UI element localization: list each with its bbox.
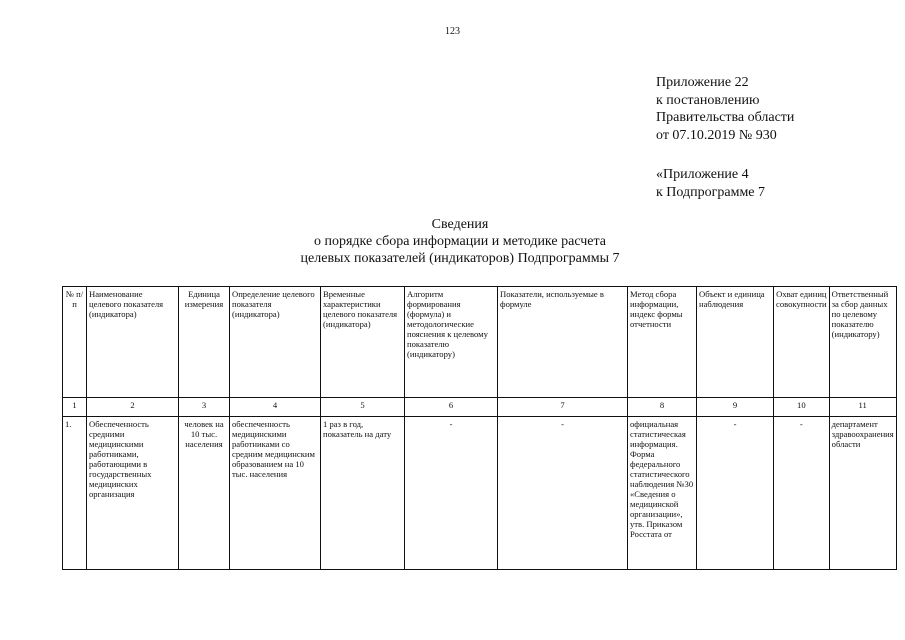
document-title [230,216,690,267]
header-cell: Ответственный за сбор данных по целевому показателю (индикатору) [829,287,896,398]
annex-reference-line: к Подпрограмме 7 [656,184,766,200]
table-header-row [63,287,897,398]
header-cell: Охват единиц совокупности [774,287,830,398]
header-cell: Объект и единица наблюдения [697,287,774,398]
title-line: целевых показателей (индикаторов) Подпрограммы 7 [300,251,620,266]
annex-line: к постановлению [656,92,760,108]
table-cell: человек на 10 тыс. населения [179,417,230,570]
annex-line: Приложение 22 [656,75,749,90]
annex-line: от 07.10.2019 № 930 [656,127,777,143]
indicators-table [62,286,897,570]
column-number: 2 [87,398,179,417]
annex-block [656,74,794,144]
column-number: 6 [405,398,498,417]
annex-reference-block [656,166,765,201]
table-cell: 1. [63,417,87,570]
annex-line: Правительства области [656,110,795,125]
header-cell: Наименование целевого показателя (индикатора) [87,287,179,398]
table-cell: - [405,417,498,570]
column-number-row [63,398,897,417]
title-line: Сведения [431,217,489,232]
page-number: 123 [445,26,460,37]
header-cell: Временные характеристики целевого показателя (индикатора) [321,287,405,398]
column-number: 10 [774,398,830,417]
table-cell: - [774,417,830,570]
table-row [63,417,897,570]
header-cell: № п/п [63,287,87,398]
column-number: 5 [321,398,405,417]
column-number: 9 [697,398,774,417]
table-cell: - [697,417,774,570]
table-cell: 1 раз в год, показатель на дату [321,417,405,570]
table-cell: обеспеченность медицинскими работниками со средним медицинским образованием на 10 тыс. населения [230,417,321,570]
annex-reference-line: «Приложение 4 [656,167,749,182]
header-cell: Алгоритм формирования (формула) и методологические пояснения к целевому показателю (индикатору) [405,287,498,398]
header-cell: Определение целевого показателя (индикатора) [230,287,321,398]
column-number: 7 [498,398,628,417]
column-number: 1 [63,398,87,417]
header-cell: Метод сбора информации, индекс формы отчетности [628,287,697,398]
column-number: 11 [829,398,896,417]
table-cell: официальная статистическая информация. Форма федерального статистического наблюдения №30 «Сведения о медицинской организации», утв. Приказом Росстата от [628,417,697,570]
table-cell: департамент здравоохранения области [829,417,896,570]
column-number: 4 [230,398,321,417]
header-cell: Показатели, используемые в формуле [498,287,628,398]
table-cell: - [498,417,628,570]
table-cell: Обеспеченность средними медицинскими работниками, работающими в государственных медицинских организация [87,417,179,570]
header-cell: Единица измерения [179,287,230,398]
column-number: 3 [179,398,230,417]
title-line: о порядке сбора информации и методике расчета [313,234,607,249]
column-number: 8 [628,398,697,417]
